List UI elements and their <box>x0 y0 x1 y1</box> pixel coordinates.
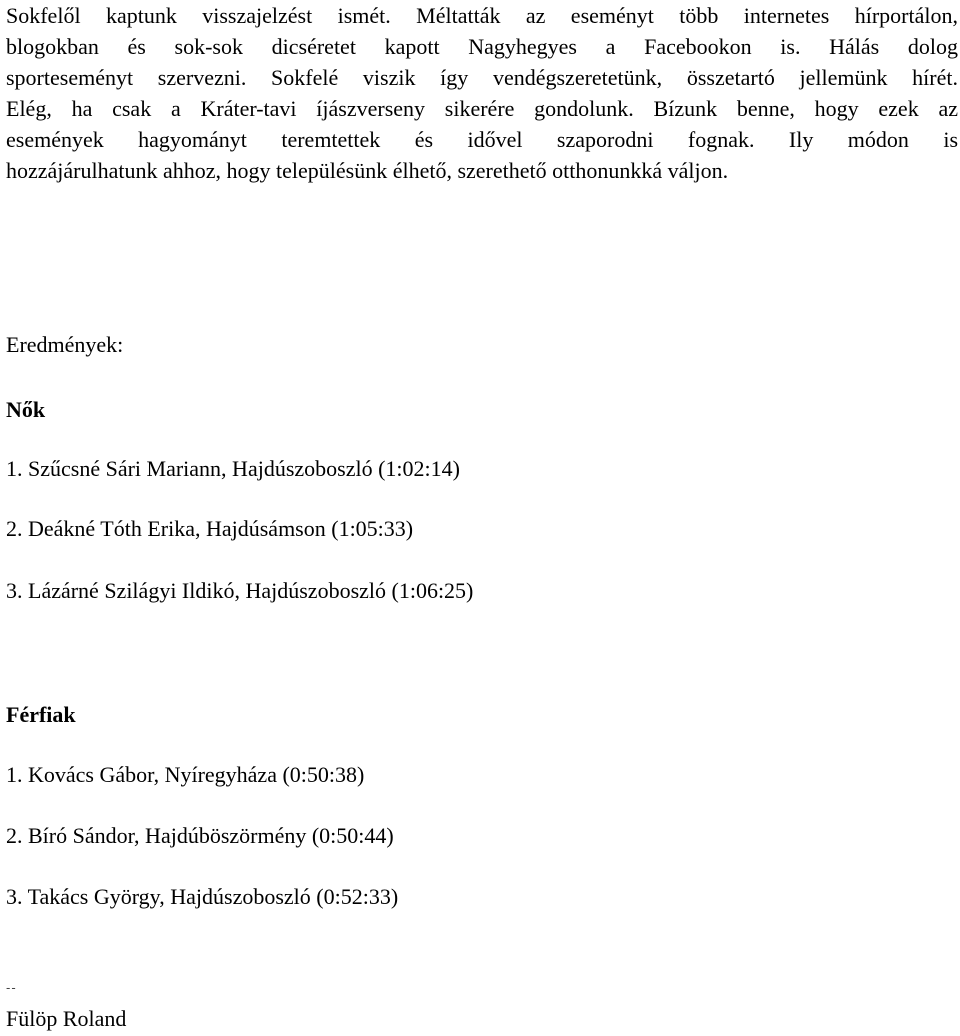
paragraph-line: események hagyományt teremtettek és idővel szaporodni fognak. Ily módon is <box>6 127 958 152</box>
signature-separator: -- <box>6 980 17 995</box>
paragraph-line: hozzájárulhatunk ahhoz, hogy településünk élhető, szerethető otthonunkká váljon. <box>6 158 729 183</box>
results-title: Eredmények: <box>6 332 124 357</box>
men-result-1: 1. Kovács Gábor, Nyíregyháza (0:50:38) <box>6 762 365 787</box>
body-paragraph <box>6 0 958 186</box>
signature-name: Fülöp Roland <box>6 1006 127 1031</box>
women-result-1: 1. Szűcsné Sári Mariann, Hajdúszoboszló (1:02:14) <box>6 456 460 481</box>
paragraph-line: blogokban és sok-sok dicséretet kapott Nagyhegyes a Facebookon is. Hálás dolog <box>6 34 958 59</box>
paragraph-line: Elég, ha csak a Kráter-tavi íjászverseny sikerére gondolunk. Bízunk benne, hogy ezek az <box>6 96 958 121</box>
men-heading: Férfiak <box>6 702 76 727</box>
women-result-2: 2. Deákné Tóth Erika, Hajdúsámson (1:05:33) <box>6 516 414 541</box>
men-result-2: 2. Bíró Sándor, Hajdúböszörmény (0:50:44) <box>6 823 394 848</box>
men-result-3: 3. Takács György, Hajdúszoboszló (0:52:33) <box>6 884 399 909</box>
paragraph-line: sporteseményt szervezni. Sokfelé viszik így vendégszeretetünk, összetartó jellemünk hírét. <box>6 65 958 90</box>
paragraph-line: Sokfelől kaptunk visszajelzést ismét. Méltatták az eseményt több internetes hírportálon, <box>6 3 958 28</box>
women-heading: Nők <box>6 397 46 422</box>
women-result-3: 3. Lázárné Szilágyi Ildikó, Hajdúszoboszló (1:06:25) <box>6 578 474 603</box>
